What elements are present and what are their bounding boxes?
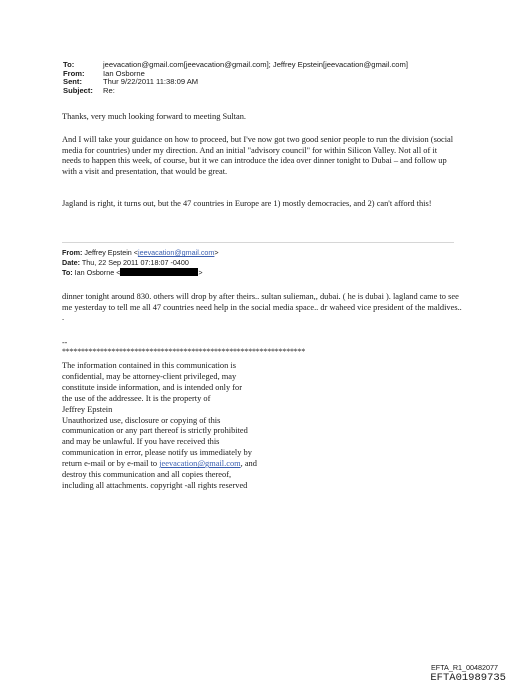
notice-line-email (62, 459, 362, 470)
quote-divider (62, 242, 454, 243)
fwd-date-label: Date: (62, 257, 80, 267)
confidentiality-notice (62, 361, 362, 492)
signature-dashes: -- (62, 338, 68, 347)
redaction-block (120, 268, 198, 276)
notice-line: destroy this communication and all copies thereof, (62, 470, 232, 480)
bates-number-small: EFTA_R1_00482077 (431, 663, 498, 672)
sent-label: Sent: (63, 77, 82, 87)
subject-label: Subject: (63, 85, 93, 95)
notice-email-suffix: , and (240, 459, 257, 469)
fwd-from-close: > (214, 248, 219, 257)
forwarded-header (62, 248, 219, 277)
subject-value: Re: (103, 85, 115, 95)
email-header (63, 61, 408, 95)
header-subject-row (63, 87, 408, 96)
fwd-from-label: From: (62, 248, 83, 257)
fwd-from-email-link[interactable]: jeevacation@gmail.com (137, 248, 215, 257)
notice-line: the use of the addressee. It is the property of (62, 393, 211, 403)
fwd-to-label: To: (62, 267, 73, 277)
from-label: From: (63, 68, 85, 78)
notice-email-link[interactable]: jeevacation@gmail.com (159, 459, 241, 469)
fwd-from-name: Jeffrey Epstein < (84, 248, 138, 257)
from-value: Ian Osborne (103, 68, 145, 78)
notice-line: The information contained in this communication is (62, 361, 236, 370)
to-label: To: (63, 60, 75, 69)
sent-value: Thur 9/22/2011 11:38:09 AM (103, 77, 199, 87)
to-value: jeevacation@gmail.com[jeevacation@gmail.com]; Jeffrey Epstein[jeevacation@gmail.com] (103, 60, 408, 69)
fwd-from-row (62, 248, 219, 258)
body-paragraph-1: Thanks, very much looking forward to meeting Sultan. (62, 112, 246, 121)
notice-line: communication in error, please notify us immediately by (62, 448, 252, 458)
notice-line: constitute inside information, and is intended only for (62, 382, 243, 392)
notice-line: communication or any part thereof is strictly prohibited (62, 426, 248, 436)
fwd-date-value: Thu, 22 Sep 2011 07:18:07 -0400 (81, 257, 189, 267)
fwd-date-row (62, 258, 219, 268)
notice-email-prefix: return e-mail or by e-mail to (62, 459, 160, 469)
notice-line: Jeffrey Epstein (62, 404, 113, 414)
body-paragraph-2: And I will take your guidance on how to proceed, but I've now got two good senior people to run the division (social media for countries) under my direction. And an initial "advisory council" for within Silicon Valley. Not all of it needs to happen this week, of course, but it we can introduce the idea over dinner tonight to Dubai – and follow up with a visit and presentation, that would be great. (62, 135, 454, 176)
notice-line: including all attachments. copyright -all rights reserved (62, 480, 248, 490)
notice-line: Unauthorized use, disclosure or copying of this (62, 415, 221, 425)
notice-line: and may be unlawful. If you have received this (62, 437, 220, 447)
forwarded-message: dinner tonight around 830. others will drop by after theirs.. sultan sulieman,, dubai. ( he is dubai ). lagland came to see me yesterday to tell me all 47 countries need help in the social media space.. dr waheed vice president of the maldives.. . (62, 292, 462, 323)
fwd-to-row (62, 268, 219, 278)
fwd-to-value: Ian Osborne < (74, 267, 121, 277)
notice-line: confidential, may be attorney-client privileged, may (62, 371, 237, 381)
signature-stars: **************************************************************** (62, 347, 306, 356)
bates-number-large: EFTA01989735 (430, 672, 506, 684)
fwd-to-close: > (198, 267, 203, 277)
body-paragraph-3: Jagland is right, it turns out, but the 47 countries in Europe are 1) mostly democracies, and 2) can't afford this! (62, 199, 432, 208)
